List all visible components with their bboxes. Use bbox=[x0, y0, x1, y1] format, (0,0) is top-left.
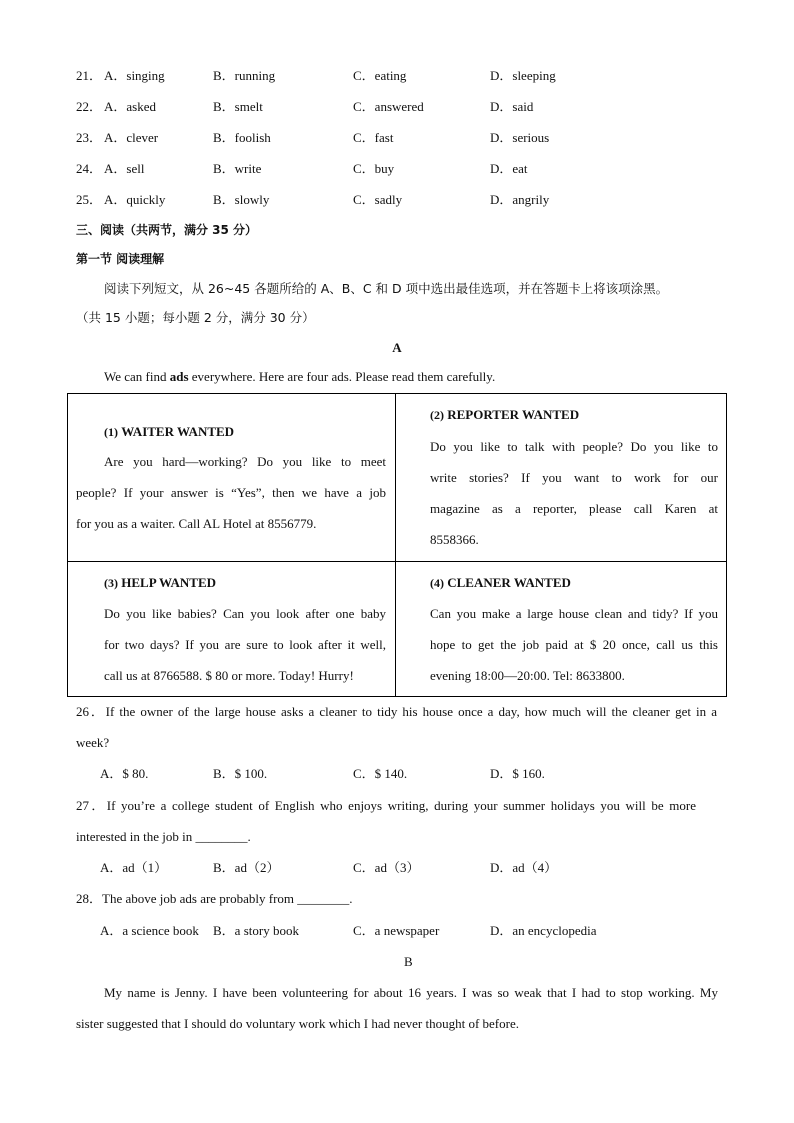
passage-b-line: sister suggested that I should do voluntary work which I had never thought of before. bbox=[76, 1016, 519, 1031]
question-26-text: week? bbox=[76, 735, 110, 750]
question-number: 23． bbox=[76, 130, 103, 145]
option-d: D．an encyclopedia bbox=[490, 923, 597, 938]
passage-label-b: B bbox=[404, 954, 413, 969]
option-c: C．ad（3） bbox=[353, 860, 420, 875]
option-c: C．a newspaper bbox=[353, 923, 440, 938]
option-c: C．fast bbox=[353, 130, 394, 145]
option-d: D．angrily bbox=[490, 192, 550, 207]
ad-heading bbox=[430, 407, 579, 423]
passage-label-a: A bbox=[392, 340, 402, 355]
intro-text: We can find bbox=[104, 369, 170, 384]
ad-number: (3) bbox=[104, 576, 118, 590]
question-28-text: 28．The above job ads are probably from ________. bbox=[76, 891, 353, 906]
ad-text-line: 8558366. bbox=[430, 532, 479, 547]
ad-heading bbox=[430, 575, 571, 591]
option-d: D．eat bbox=[490, 161, 528, 176]
ad-text-line: for you as a waiter. Call AL Hotel at 8556779. bbox=[76, 516, 317, 531]
option-d: D．said bbox=[490, 99, 534, 114]
option-d: D．serious bbox=[490, 130, 550, 145]
option-a: A．ad（1） bbox=[100, 860, 168, 875]
option-c: C．answered bbox=[353, 99, 424, 114]
option-d: D．sleeping bbox=[490, 68, 556, 83]
option-c: C．eating bbox=[353, 68, 407, 83]
option-b: B．ad（2） bbox=[213, 860, 280, 875]
option-c: C．sadly bbox=[353, 192, 403, 207]
question-number: 24． bbox=[76, 161, 103, 176]
option-a: A．$ 80. bbox=[100, 766, 149, 781]
ads-table bbox=[67, 393, 727, 697]
question-number: 21． bbox=[76, 68, 103, 83]
option-d: D．ad（4） bbox=[490, 860, 558, 875]
table-divider-horizontal bbox=[68, 561, 726, 562]
instruction-line-1: 阅读下列短文，从 26~45 各题所给的 A、B、C 和 D 项中选出最佳选项，并在答题卡上将该项涂黑。 bbox=[104, 281, 669, 296]
ad-text-line: magazine as a reporter, please call Karen at bbox=[430, 501, 718, 516]
option-a: A．asked bbox=[104, 99, 156, 114]
option-a: A．quickly bbox=[104, 192, 166, 207]
ad-text-line: Are you hard—working? Do you like to meet bbox=[104, 454, 386, 469]
option-a: A．clever bbox=[104, 130, 159, 145]
ad-text-line: Can you make a large house clean and tidy? If you bbox=[430, 606, 718, 621]
passage-b-line: My name is Jenny. I have been volunteering for about 16 years. I was so weak that I had to stop working. My bbox=[104, 985, 718, 1000]
ad-title: WAITER WANTED bbox=[121, 424, 235, 439]
option-b: B．slowly bbox=[213, 192, 270, 207]
question-27-text: interested in the job in ________. bbox=[76, 829, 251, 844]
ad-number: (4) bbox=[430, 576, 444, 590]
section-heading: 三、阅读（共两节，满分 35 分） bbox=[76, 223, 258, 237]
question-26-text: 26．If the owner of the large house asks a cleaner to tidy his house once a day, how much will the cleaner get in a bbox=[76, 704, 717, 719]
passage-a-intro bbox=[104, 369, 495, 385]
ad-title: CLEANER WANTED bbox=[447, 575, 571, 590]
intro-text: everywhere. Here are four ads. Please read them carefully. bbox=[188, 369, 496, 384]
instruction-line-2: （共 15 小题；每小题 2 分，满分 30 分） bbox=[76, 310, 315, 325]
question-27-text: 27．If you’re a college student of English who enjoys writing, during your summer holidays you will be more bbox=[76, 798, 696, 813]
ad-text-line: call us at 8766588. $ 80 or more. Today! Hurry! bbox=[104, 668, 354, 683]
option-b: B．write bbox=[213, 161, 262, 176]
option-a: A．a science book bbox=[100, 923, 199, 938]
option-b: B．a story book bbox=[213, 923, 299, 938]
ad-text-line: hope to get the job paid at $ 20 once, call us this bbox=[430, 637, 718, 652]
ad-text-line: evening 18:00—20:00. Tel: 8633800. bbox=[430, 668, 625, 683]
ad-heading bbox=[104, 424, 234, 440]
option-b: B．running bbox=[213, 68, 276, 83]
ad-text-line: people? If your answer is “Yes”, then we have a job bbox=[76, 485, 386, 500]
ad-heading bbox=[104, 575, 216, 591]
table-divider-vertical bbox=[395, 394, 396, 696]
ad-text-line: write stories? If you want to work for our bbox=[430, 470, 718, 485]
ad-title: REPORTER WANTED bbox=[447, 407, 580, 422]
ad-text-line: Do you like to talk with people? Do you like to bbox=[430, 439, 718, 454]
option-b: B．foolish bbox=[213, 130, 271, 145]
ad-number: (2) bbox=[430, 408, 444, 422]
option-b: B．smelt bbox=[213, 99, 263, 114]
intro-bold-word: ads bbox=[169, 369, 189, 384]
option-c: C．buy bbox=[353, 161, 395, 176]
option-a: A．sell bbox=[104, 161, 145, 176]
ad-title: HELP WANTED bbox=[121, 575, 217, 590]
option-b: B．$ 100. bbox=[213, 766, 268, 781]
question-number: 25． bbox=[76, 192, 103, 207]
option-d: D．$ 160. bbox=[490, 766, 545, 781]
option-a: A．singing bbox=[104, 68, 165, 83]
ad-text-line: for two days? If you are sure to look after it well, bbox=[104, 637, 386, 652]
question-number: 22． bbox=[76, 99, 103, 114]
option-c: C．$ 140. bbox=[353, 766, 408, 781]
part-heading: 第一节 阅读理解 bbox=[76, 252, 165, 266]
ad-number: (1) bbox=[104, 425, 118, 439]
ad-text-line: Do you like babies? Can you look after one baby bbox=[104, 606, 386, 621]
